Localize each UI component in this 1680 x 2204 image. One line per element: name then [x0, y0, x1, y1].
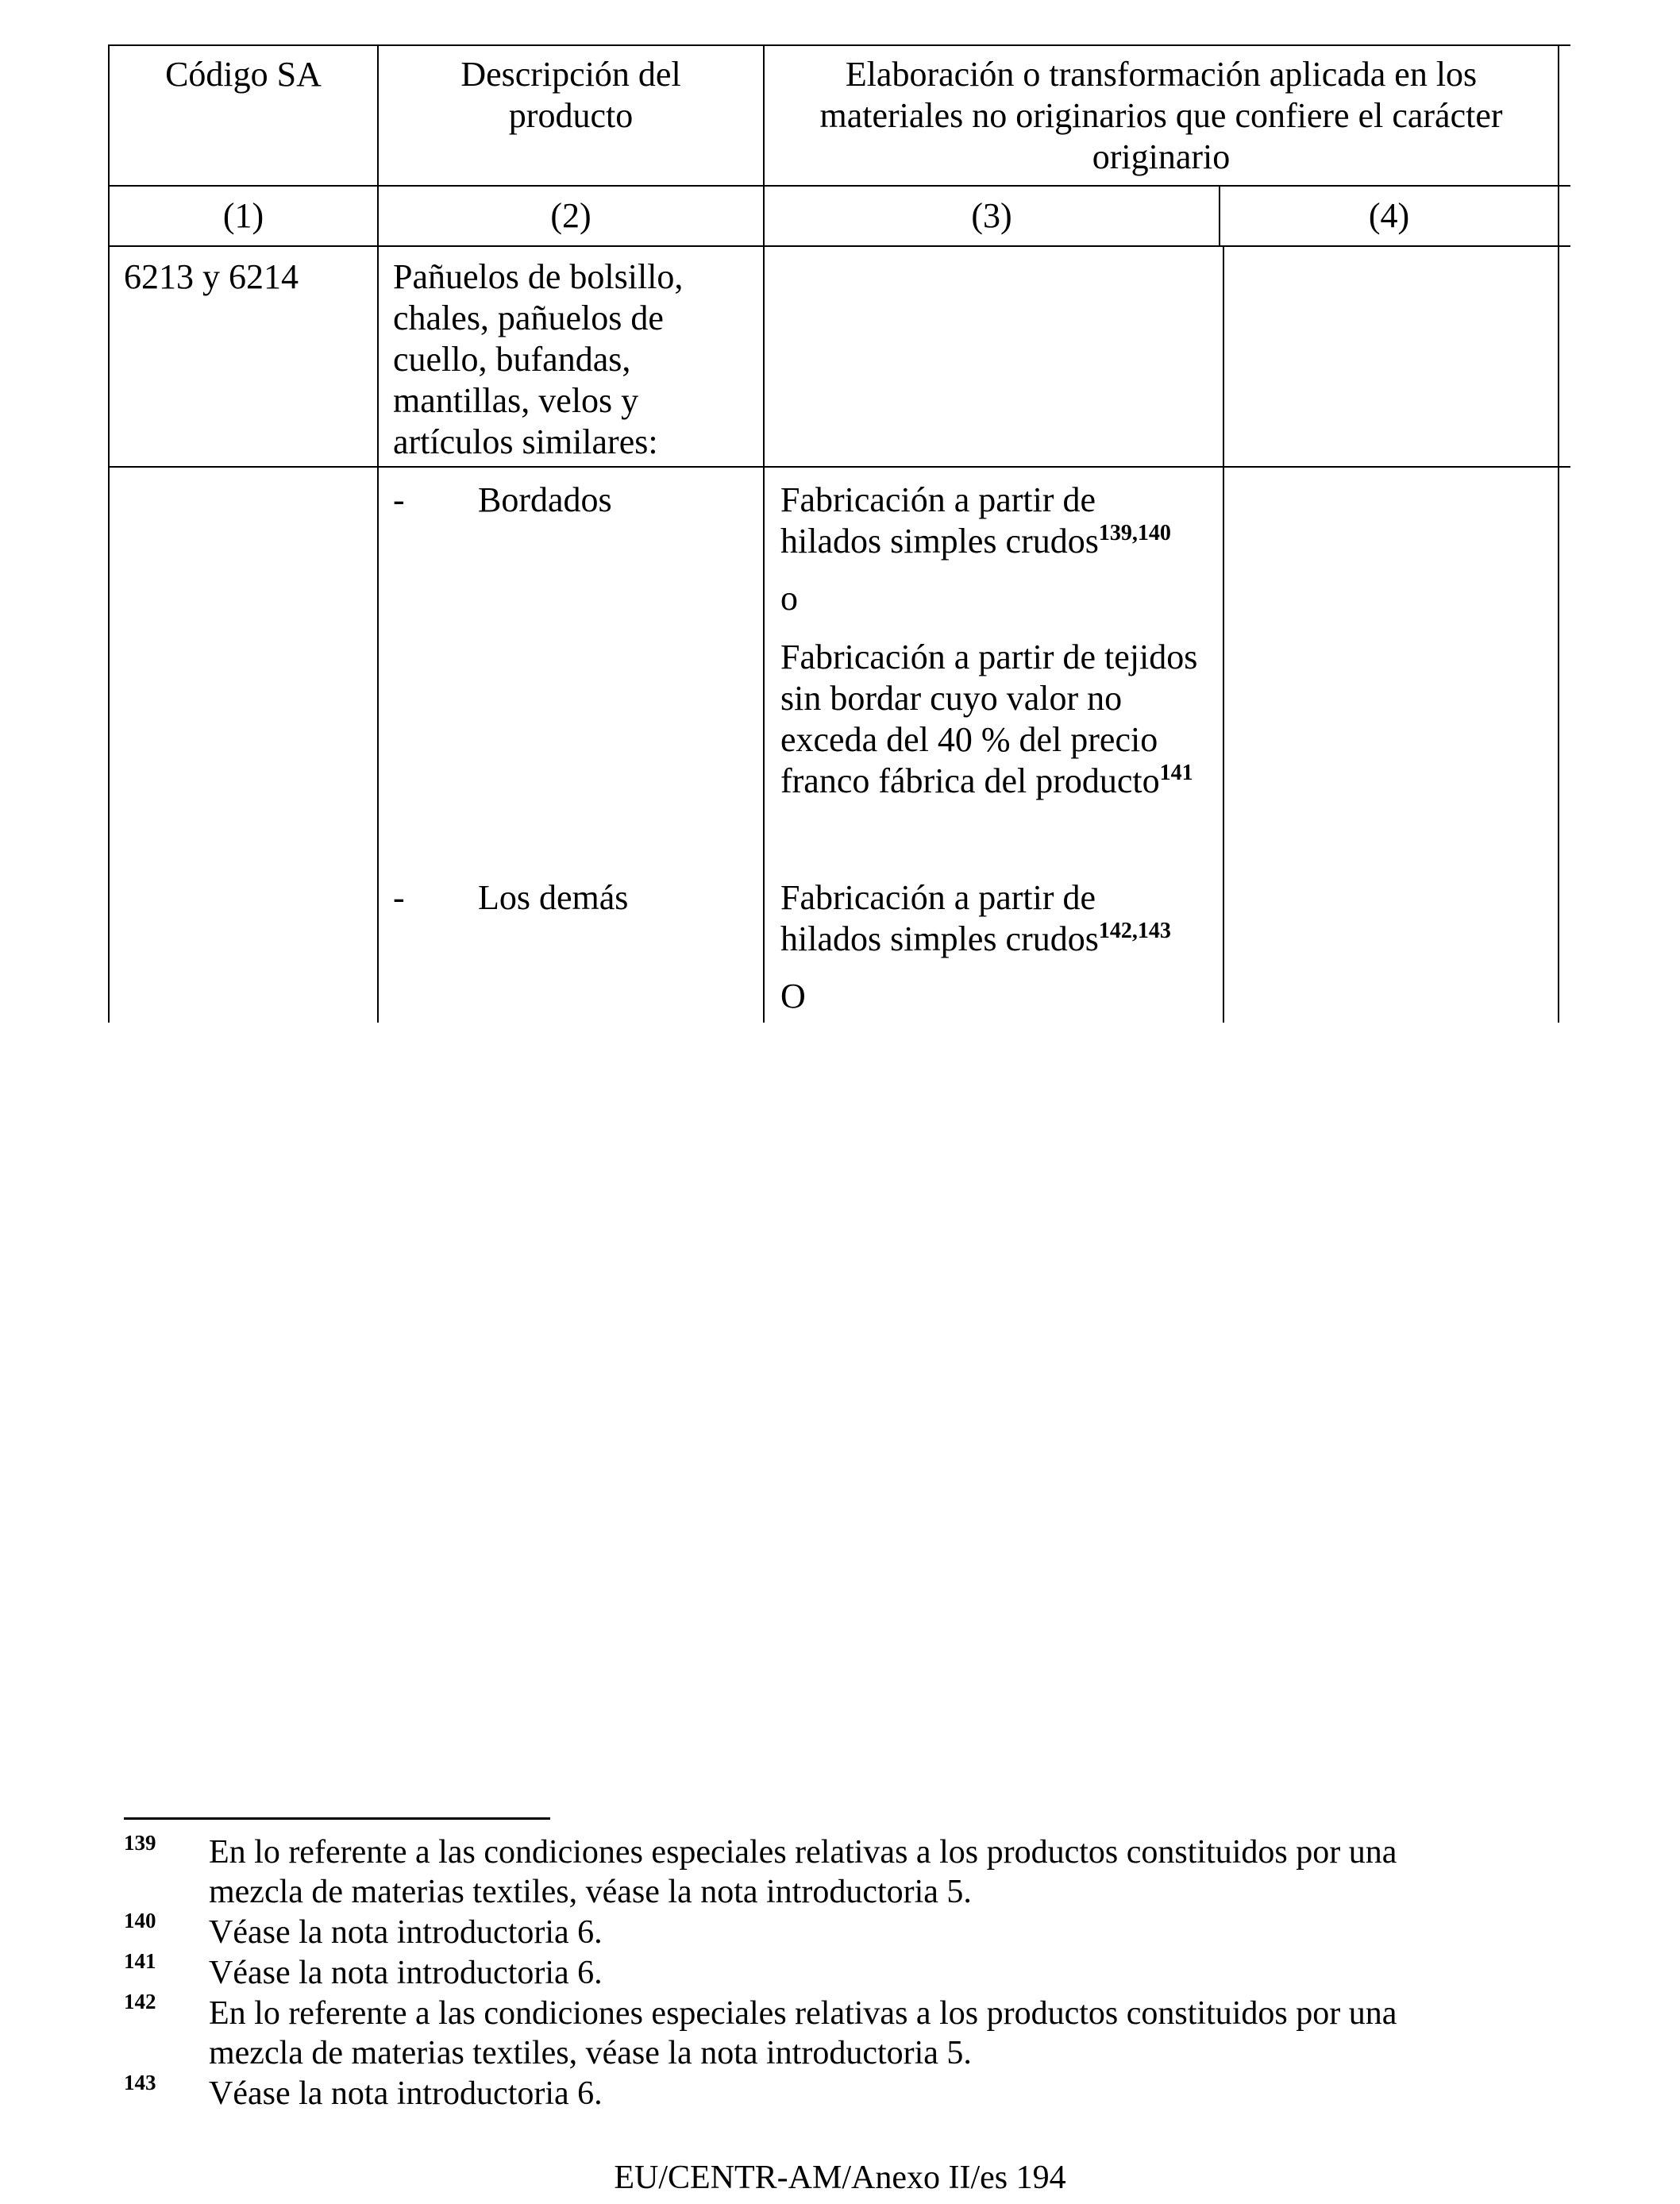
footnote-number: 139: [124, 1831, 156, 1855]
header-description-line2: producto: [508, 96, 634, 135]
footnote-number: 143: [124, 2071, 156, 2094]
table-colnum-divider: [108, 245, 1570, 247]
footnote-text: En lo referente a las condiciones especiales relativas a los productos constituidos por una: [209, 1995, 1397, 2032]
product-description-line: chales, pañuelos de: [393, 299, 664, 337]
footnote-ref-142-143[interactable]: 142,143: [1098, 919, 1171, 943]
table-border-top: [108, 44, 1570, 46]
product-description-line: Pañuelos de bolsillo,: [393, 257, 684, 296]
table-header-divider: [108, 185, 1570, 187]
bordados-rule-b-line: exceda del 40 % del precio: [780, 720, 1158, 759]
demas-rule-line1: Fabricación a partir de: [780, 878, 1096, 917]
header-description-line1: Descripción del: [460, 55, 681, 94]
header-working-line1: Elaboración o transformación aplicada en los: [845, 55, 1478, 94]
bordados-rule-b-line: sin bordar cuyo valor no: [780, 679, 1123, 718]
header-hs-code: Código SA: [165, 55, 322, 94]
column-number-1: (1): [222, 196, 264, 235]
footnote-number: 142: [124, 1990, 156, 2013]
header-working-line2: materiales no originarios que confiere el carácter: [819, 96, 1503, 135]
header-working-line3: originario: [1092, 137, 1231, 176]
bordados-rule-b-line: [780, 761, 1193, 802]
footnote-number: 140: [124, 1909, 156, 1932]
table-border-right: [1558, 44, 1559, 1023]
footnote-text: Véase la nota introductoria 6.: [209, 1914, 603, 1951]
bordados-label: Bordados: [478, 480, 612, 519]
hs-code-cell: 6213 y 6214: [124, 257, 299, 296]
footnote-text: Véase la nota introductoria 6.: [209, 2075, 603, 2112]
table-border-left: [108, 44, 110, 1023]
product-description-line: cuello, bufandas,: [393, 340, 631, 379]
bordados-connector: o: [780, 579, 798, 618]
bordados-rule-b-line: Fabricación a partir de tejidos: [780, 638, 1198, 676]
footnote-text: mezcla de materias textiles, véase la nota introductoria 5.: [209, 2035, 972, 2071]
bordados-rule-a-line2: [780, 521, 1171, 562]
demas-rule-line2: [780, 919, 1171, 960]
product-description-line: artículos similares:: [393, 422, 658, 461]
column-number-3: (3): [971, 196, 1012, 235]
footnote-text: En lo referente a las condiciones especiales relativas a los productos constituidos por una: [209, 1834, 1397, 1871]
footnote-text: Véase la nota introductoria 6.: [209, 1955, 603, 1991]
footnote-ref-139-140[interactable]: 139,140: [1098, 521, 1171, 545]
bordados-rule-a-text: hilados simples crudos: [780, 522, 1099, 561]
table-row1-divider: [108, 466, 1570, 468]
page-footer: EU/CENTR-AM/Anexo II/es 194: [614, 2160, 1066, 2196]
demas-connector: O: [780, 977, 806, 1015]
table-col-divider-1: [377, 44, 379, 1023]
footnote-separator: [124, 1817, 550, 1820]
column-number-2: (2): [550, 196, 591, 235]
demas-rule-text: hilados simples crudos: [780, 919, 1099, 958]
bordados-rule-b-last-text: franco fábrica del producto: [780, 761, 1160, 800]
product-description-line: mantillas, velos y: [393, 381, 639, 420]
bordados-dash: -: [393, 480, 405, 519]
table-col-divider-3: [1223, 245, 1224, 1023]
column-number-4: (4): [1368, 196, 1410, 235]
demas-dash: -: [393, 878, 405, 917]
footnote-text: mezcla de materias textiles, véase la nota introductoria 5.: [209, 1874, 972, 1910]
table-col-divider-2: [763, 44, 765, 1023]
bordados-rule-a-line1: Fabricación a partir de: [780, 480, 1096, 519]
demas-label: Los demás: [478, 878, 629, 917]
footnote-ref-141[interactable]: 141: [1159, 761, 1193, 785]
footnote-number: 141: [124, 1949, 156, 1973]
